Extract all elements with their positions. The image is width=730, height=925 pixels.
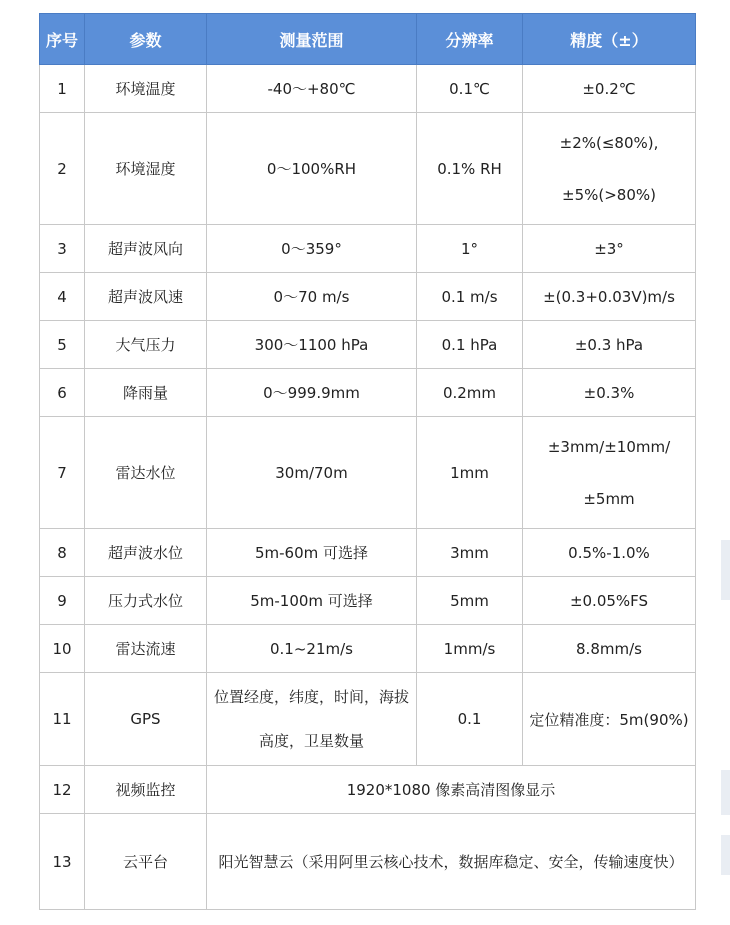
cell-param: 超声波风速	[85, 273, 207, 321]
cell-param: 雷达水位	[85, 417, 207, 529]
cell-param: 环境温度	[85, 65, 207, 113]
cell-no: 3	[40, 225, 85, 273]
cell-param: 大气压力	[85, 321, 207, 369]
table-row	[40, 369, 696, 417]
table-row	[40, 625, 696, 673]
cell-accuracy: ±0.05%FS	[523, 577, 696, 625]
table-row	[40, 65, 696, 113]
cell-range: 0～359°	[207, 225, 417, 273]
cell-range: 300～1100 hPa	[207, 321, 417, 369]
accuracy-line: ±5%(>80%)	[562, 185, 656, 204]
cell-no: 7	[40, 417, 85, 529]
table-row	[40, 417, 696, 529]
cell-accuracy	[523, 417, 696, 529]
cell-range: -40～+80℃	[207, 65, 417, 113]
cell-merged: 1920*1080 像素高清图像显示	[207, 766, 696, 814]
cell-range: 0～70 m/s	[207, 273, 417, 321]
table-row	[40, 113, 696, 225]
cell-accuracy	[523, 113, 696, 225]
cell-param: 超声波水位	[85, 529, 207, 577]
right-edge-decoration	[721, 770, 730, 815]
cell-no: 9	[40, 577, 85, 625]
cell-accuracy: ±3°	[523, 225, 696, 273]
cell-no: 2	[40, 113, 85, 225]
table-row	[40, 529, 696, 577]
cell-resolution: 0.1 m/s	[417, 273, 523, 321]
cell-accuracy: ±0.2℃	[523, 65, 696, 113]
cell-range: 0.1~21m/s	[207, 625, 417, 673]
right-edge-decoration	[721, 540, 730, 600]
header-row	[40, 14, 696, 65]
cell-accuracy: 0.5%-1.0%	[523, 529, 696, 577]
cell-range: 位置经度，纬度，时间，海拔高度，卫星数量	[207, 673, 417, 766]
cell-no: 8	[40, 529, 85, 577]
table-row	[40, 321, 696, 369]
spec-table	[39, 13, 696, 910]
right-edge-decoration	[721, 835, 730, 875]
cell-no: 5	[40, 321, 85, 369]
table-row	[40, 814, 696, 910]
cell-param: 压力式水位	[85, 577, 207, 625]
header-range: 测量范围	[207, 14, 417, 65]
cell-accuracy: 8.8mm/s	[523, 625, 696, 673]
table-row	[40, 766, 696, 814]
cell-no: 11	[40, 673, 85, 766]
cell-range: 30m/70m	[207, 417, 417, 529]
cell-param: 云平台	[85, 814, 207, 910]
cell-accuracy: ±0.3%	[523, 369, 696, 417]
cell-no: 4	[40, 273, 85, 321]
header-no: 序号	[40, 14, 85, 65]
cell-param: 降雨量	[85, 369, 207, 417]
cell-accuracy: ±(0.3+0.03V)m/s	[523, 273, 696, 321]
cell-range: 0～999.9mm	[207, 369, 417, 417]
cell-resolution: 0.1℃	[417, 65, 523, 113]
header-param: 参数	[85, 14, 207, 65]
cell-resolution: 1mm/s	[417, 625, 523, 673]
cell-resolution: 0.1 hPa	[417, 321, 523, 369]
cell-range: 5m-60m 可选择	[207, 529, 417, 577]
cell-param: 视频监控	[85, 766, 207, 814]
cell-resolution: 5mm	[417, 577, 523, 625]
accuracy-line: ±3mm/±10mm/	[547, 437, 671, 456]
cell-resolution: 0.1	[417, 673, 523, 766]
cell-no: 12	[40, 766, 85, 814]
cell-range: 0～100%RH	[207, 113, 417, 225]
cell-param: 超声波风向	[85, 225, 207, 273]
cell-resolution: 1mm	[417, 417, 523, 529]
header-resolution: 分辨率	[417, 14, 523, 65]
table-row	[40, 225, 696, 273]
cell-resolution: 1°	[417, 225, 523, 273]
cell-resolution: 0.2mm	[417, 369, 523, 417]
cell-accuracy: ±0.3 hPa	[523, 321, 696, 369]
cell-no: 6	[40, 369, 85, 417]
cell-no: 10	[40, 625, 85, 673]
header-accuracy: 精度（±）	[523, 14, 696, 65]
cell-no: 1	[40, 65, 85, 113]
table-row	[40, 673, 696, 766]
accuracy-line: ±5mm	[583, 489, 635, 508]
cell-range: 5m-100m 可选择	[207, 577, 417, 625]
table-row	[40, 273, 696, 321]
cell-param: 环境湿度	[85, 113, 207, 225]
cell-param: 雷达流速	[85, 625, 207, 673]
cell-merged: 阳光智慧云（采用阿里云核心技术，数据库稳定、安全，传输速度快）	[207, 814, 696, 910]
cell-param: GPS	[85, 673, 207, 766]
cell-resolution: 3mm	[417, 529, 523, 577]
accuracy-line: ±2%(≤80%),	[559, 133, 659, 152]
table-row	[40, 577, 696, 625]
cell-accuracy: 定位精准度：5m(90%)	[523, 673, 696, 766]
cell-no: 13	[40, 814, 85, 910]
cell-resolution: 0.1% RH	[417, 113, 523, 225]
